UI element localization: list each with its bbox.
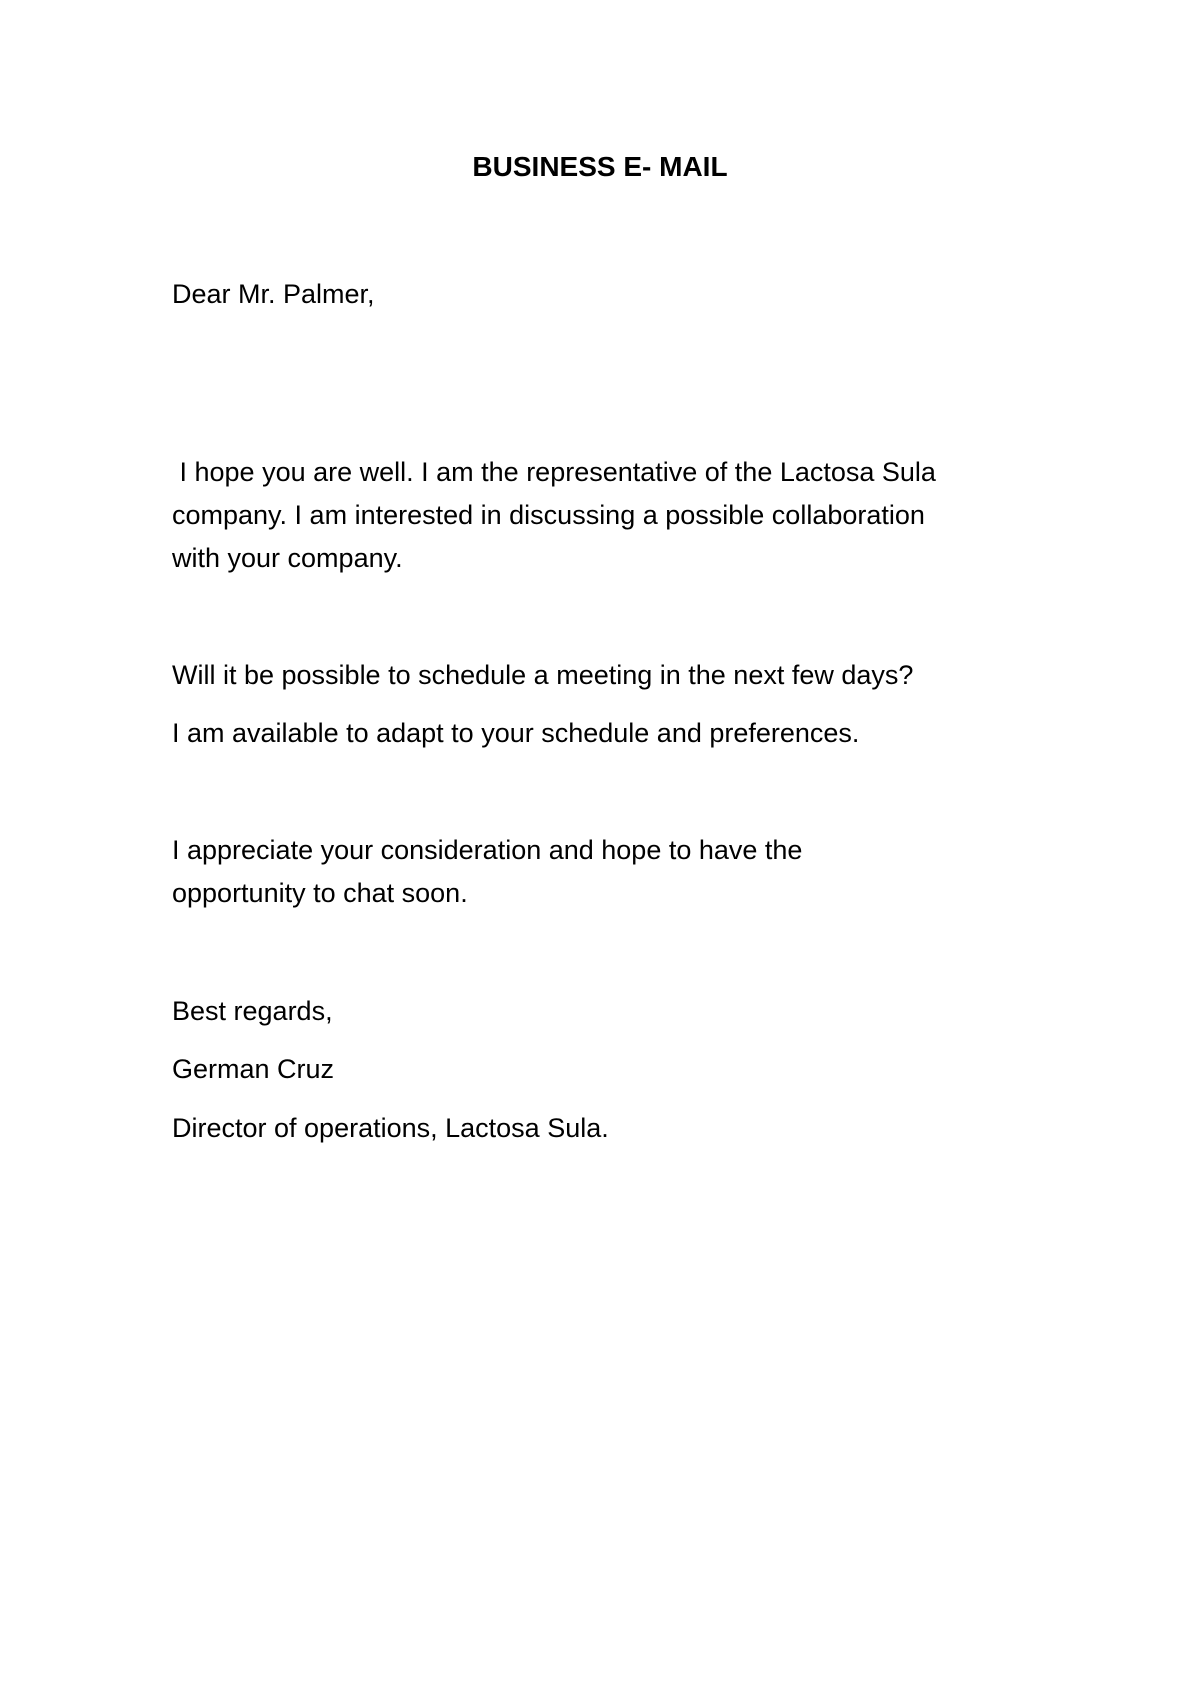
closing: Best regards, — [172, 996, 333, 1026]
paragraph-3-line-2: opportunity to chat soon. — [172, 878, 468, 908]
paragraph-1-line-1: I hope you are well. I am the representative of the Lactosa Sula — [172, 457, 936, 487]
document-title: BUSINESS E- MAIL — [472, 151, 728, 182]
paragraph-3-line-1: I appreciate your consideration and hope to have the — [172, 835, 803, 865]
salutation: Dear Mr. Palmer, — [172, 279, 375, 309]
signature-name: German Cruz — [172, 1054, 335, 1084]
paragraph-1-line-2: company. I am interested in discussing a possible collaboration — [172, 500, 925, 530]
meeting-question: Will it be possible to schedule a meeting in the next few days? — [172, 660, 914, 690]
signature-title: Director of operations, Lactosa Sula. — [172, 1113, 609, 1143]
paragraph-1-line-3: with your company. — [172, 543, 403, 573]
availability-statement: I am available to adapt to your schedule and preferences. — [172, 718, 860, 748]
